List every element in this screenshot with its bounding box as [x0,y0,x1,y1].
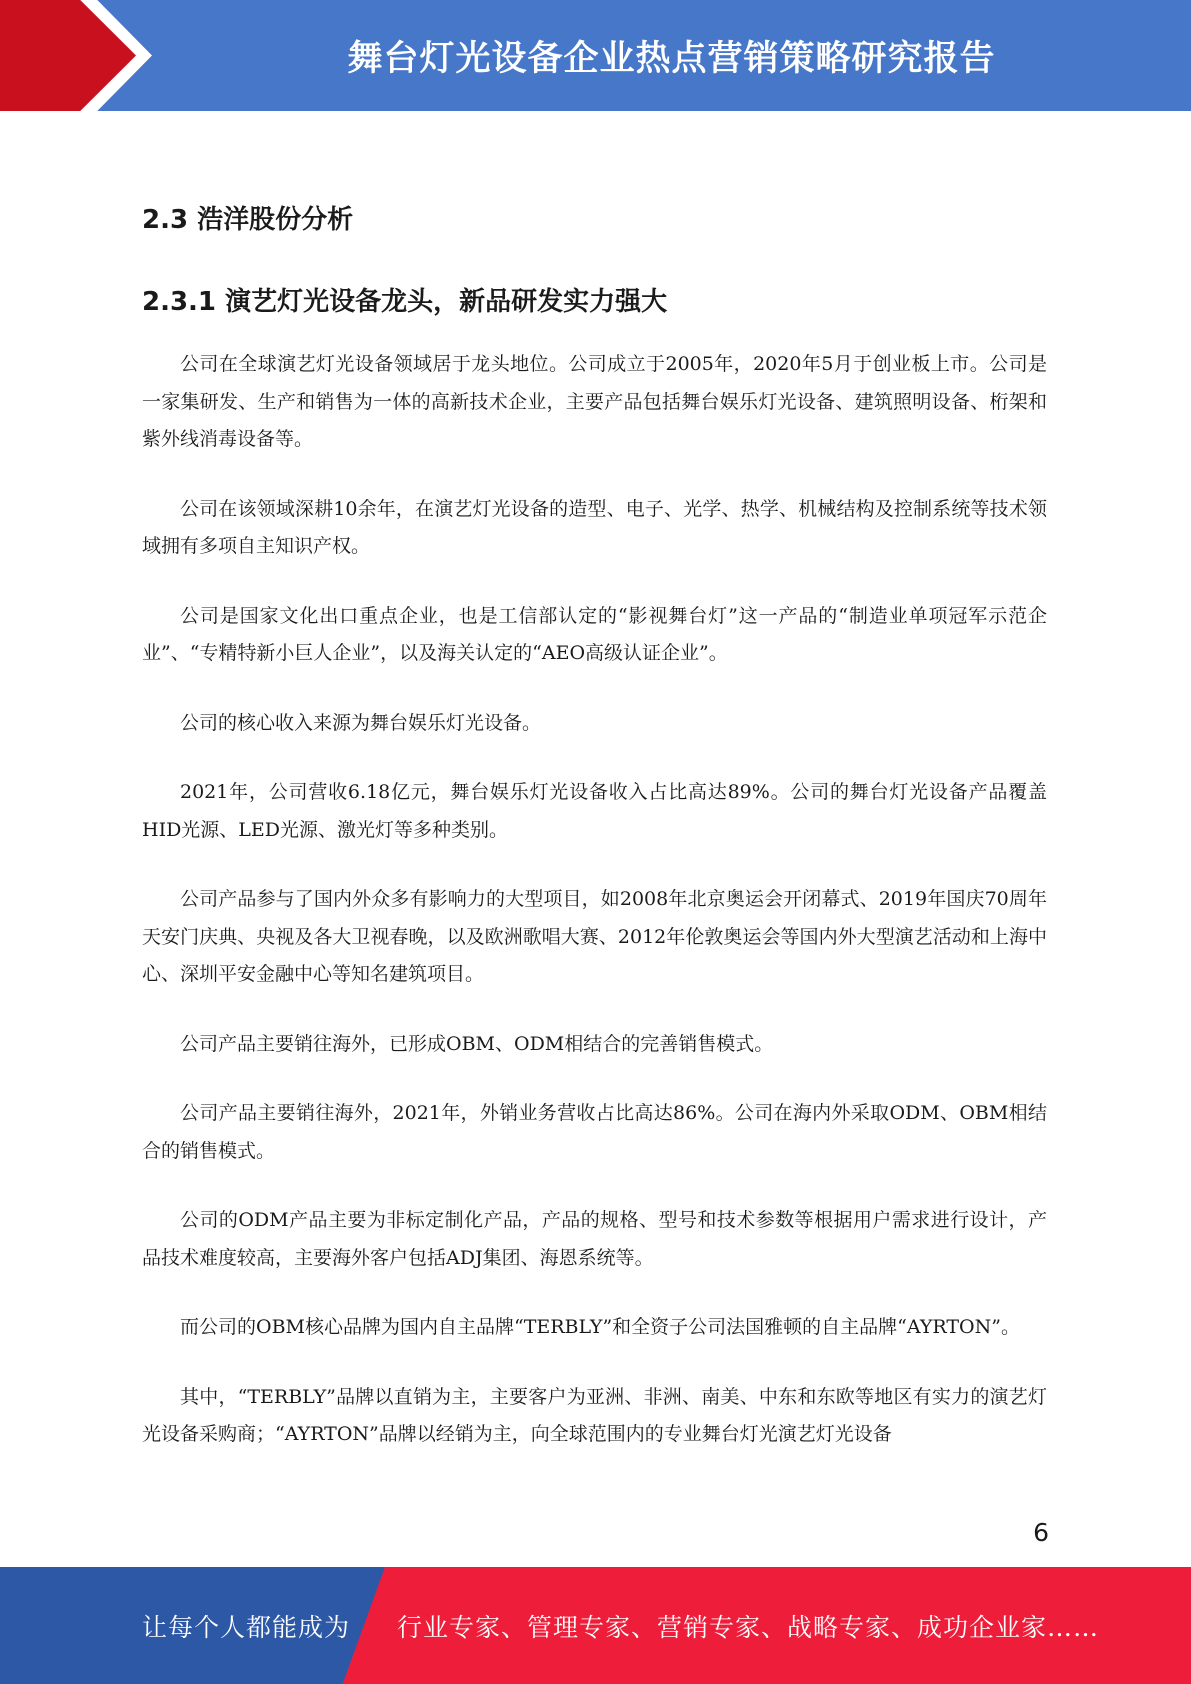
footer-slogan-left: 让每个人都能成为 [142,1612,351,1642]
paragraph: 公司产品参与了国内外众多有影响力的大型项目，如2008年北京奥运会开闭幕式、2019年国庆70周年天安门庆典、央视及各大卫视春晚，以及欧洲歌唱大赛、2012年伦敦奥运会等国内外大型演艺活动和上海中心、深圳平安金融中心等知名建筑项目。 [142,888,1047,985]
paragraph: 公司在该领域深耕10余年，在演艺灯光设备的造型、电子、光学、热学、机械结构及控制系统等技术领域拥有多项自主知识产权。 [142,497,1047,557]
paragraph: 公司产品主要销往海外，2021年，外销业务营收占比高达86%。公司在海内外采取ODM、OBM相结合的销售模式。 [142,1102,1047,1162]
subsection-heading: 2.3.1 演艺灯光设备龙头，新品研发实力强大 [142,287,668,317]
paragraph: 公司在全球演艺灯光设备领域居于龙头地位。公司成立于2005年，2020年5月于创业板上市。公司是一家集研发、生产和销售为一体的高新技术企业，主要产品包括舞台娱乐灯光设备、建筑照明设备、桁架和紫外线消毒设备等。 [142,353,1047,450]
paragraph: 公司的核心收入来源为舞台娱乐灯光设备。 [180,711,542,734]
page-footer [0,1567,1191,1684]
paragraph: 其中，“TERBLY”品牌以直销为主，主要客户为亚洲、非洲、南美、中东和东欧等地区有实力的演艺灯光设备采购商；“AYRTON”品牌以经销为主，向全球范围内的专业舞台灯光演艺灯光设备 [142,1385,1047,1445]
footer-slogan-right: 行业专家、管理专家、营销专家、战略专家、成功企业家…… [397,1612,1100,1642]
section-heading: 2.3 浩洋股份分析 [142,205,354,235]
page-header [0,0,1191,111]
page-number: 6 [1033,1518,1049,1547]
header-chevron-arrow [0,0,136,111]
paragraph: 2021年，公司营收6.18亿元，舞台娱乐灯光设备收入占比高达89%。公司的舞台灯光设备产品覆盖HID光源、LED光源、激光灯等多种类别。 [142,781,1047,841]
paragraph: 公司产品主要销往海外，已形成OBM、ODM相结合的完善销售模式。 [180,1032,774,1055]
paragraph: 公司是国家文化出口重点企业，也是工信部认定的“影视舞台灯”这一产品的“制造业单项冠军示范企业”、“专精特新小巨人企业”，以及海关认定的“AEO高级认证企业”。 [142,604,1047,664]
document-body [142,196,1047,1454]
paragraph: 公司的ODM产品主要为非标定制化产品，产品的规格、型号和技术参数等根据用户需求进行设计，产品技术难度较高，主要海外客户包括ADJ集团、海恩系统等。 [142,1209,1047,1269]
paragraph: 而公司的OBM核心品牌为国内自主品牌“TERBLY”和全资子公司法国雅顿的自主品牌“AYRTON”。 [180,1316,1020,1338]
report-title: 舞台灯光设备企业热点营销策略研究报告 [347,38,996,79]
